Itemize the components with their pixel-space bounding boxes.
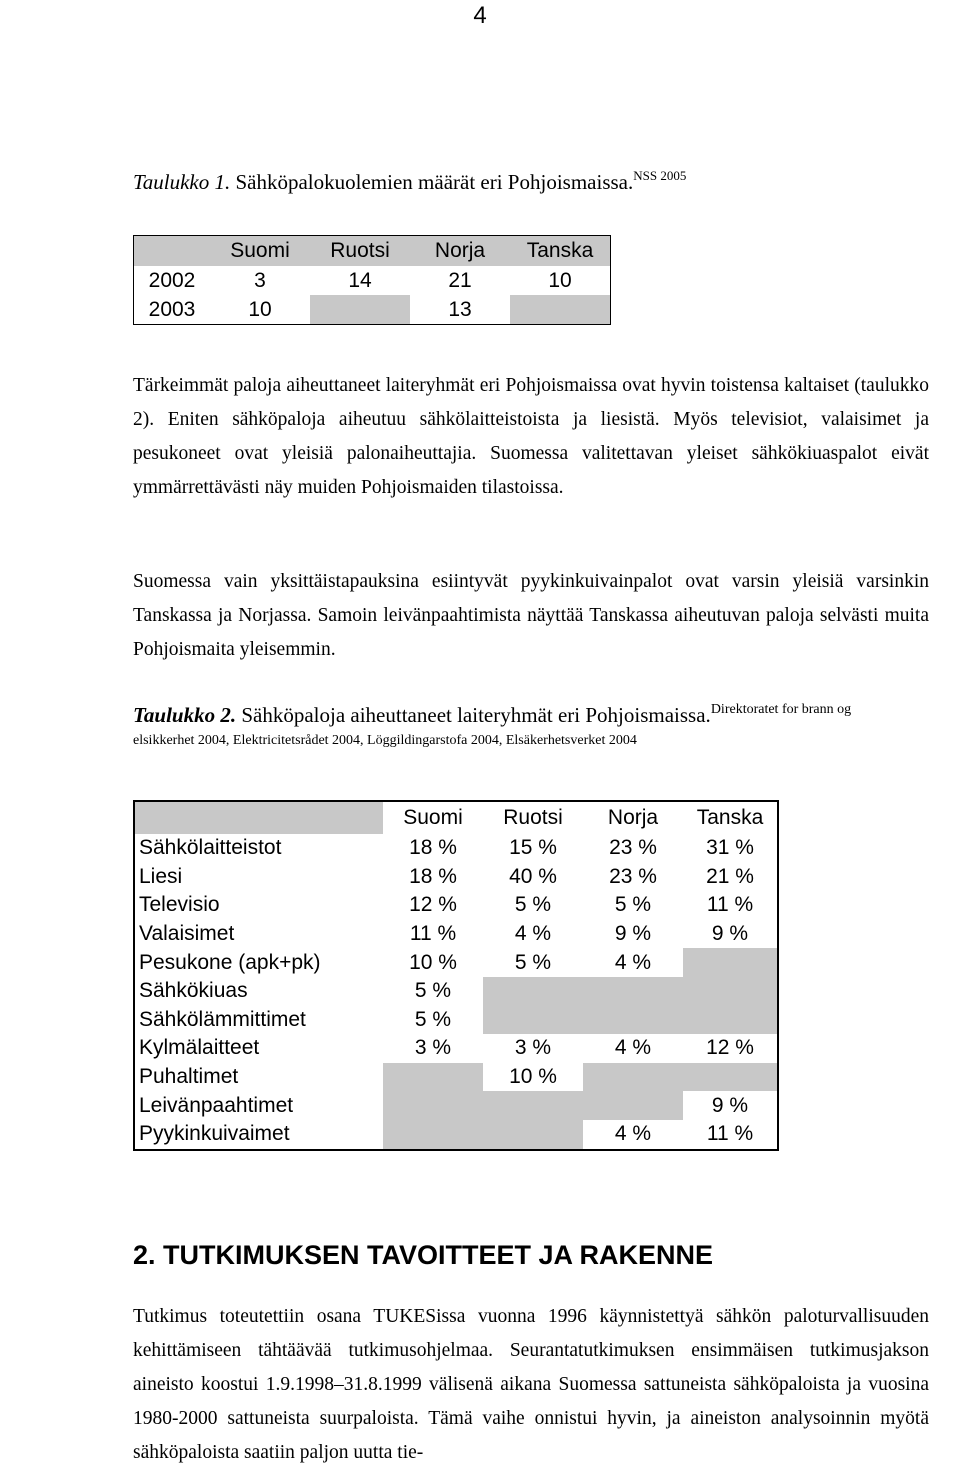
table2-cell-empty	[383, 1091, 483, 1120]
table2-cell-empty	[683, 977, 778, 1006]
table2-source-continued: elsikkerhet 2004, Elektricitetsrådet 2004, Löggildingarstofa 2004, Elsäkerhetsverket 2004	[133, 733, 637, 748]
table1-year: 2003	[148, 297, 196, 321]
table2-cell: 5 %	[414, 979, 452, 1003]
table1-source: NSS 2005	[633, 168, 687, 183]
table2-row-name: Televisio	[139, 893, 220, 917]
table2-cell-empty	[483, 1091, 583, 1120]
table2-row-name: Liesi	[139, 864, 183, 888]
table2-cell-empty	[383, 1063, 483, 1092]
table2-cell-empty	[483, 1120, 583, 1150]
table2-label: Taulukko 2.	[133, 703, 237, 727]
table2-row	[134, 948, 778, 977]
paragraph-3: Tutkimus toteutettiin osana TUKESissa vuonna 1996 käynnistettyä sähkön paloturvallisuuden kehittämiseen tähtäävää tutkimusohjelmaa. Seurantatutkimuksen ensimmäisen tutkimusjakson aineisto koostui 1.9.1998–31.8.1999 välisenä aikana Suomessa sattuneista sähköpaloista ja vuosina 1980-2000 sattuneista suurpaloista. Tämä vaihe onnistui hyvin, ja aineiston analysoinnin myötä sähköpaloista saatiin paljon uutta tie-	[133, 1306, 929, 1463]
table2-corner-cell	[134, 801, 383, 834]
table2-row	[134, 1034, 778, 1063]
table1-corner-cell	[134, 236, 211, 267]
table2-cell: 4 %	[614, 1036, 652, 1060]
table2-row-name: Sähkölämmittimet	[139, 1007, 306, 1031]
table2-cell: 5 %	[514, 893, 552, 917]
table2-cell: 9 %	[711, 922, 749, 946]
table2-cell-empty	[583, 1006, 683, 1035]
table2-cell: 5 %	[614, 893, 652, 917]
table2-cell: 15 %	[509, 836, 557, 860]
table2-row-name: Valaisimet	[139, 922, 235, 946]
table2-header: Norja	[607, 806, 659, 829]
table1-header: Tanska	[510, 236, 611, 267]
table1-caption	[133, 168, 686, 195]
table2-cell: 10 %	[409, 950, 457, 974]
table2-row-name: Kylmälaitteet	[139, 1036, 260, 1060]
table1-cell: 3	[254, 268, 266, 292]
table2-row-name: Sähkökiuas	[139, 979, 248, 1003]
table1-cell: 10	[248, 297, 272, 321]
table2-header: Suomi	[403, 806, 463, 829]
table2-row	[134, 1120, 778, 1150]
table2-cell: 31 %	[706, 836, 754, 860]
table2-cell: 4 %	[514, 922, 552, 946]
table2-cell: 3 %	[414, 1036, 452, 1060]
table2-cell: 12 %	[409, 893, 457, 917]
paragraph-1: Tärkeimmät paloja aiheuttaneet laiteryhmät eri Pohjoismaissa ovat hyvin toistensa kaltaiset (taulukko 2). Eniten sähköpaloja aiheutuu sähkölaitteistoista ja liesistä. Myös televisiot, valaisimet ja pesukoneet ovat yleisiä palonaiheuttajia. Suomessa valitettavan yleiset sähkökiuaspalot eivät ymmärrettävästi näy muiden Pohjoismaiden tilastoissa.	[133, 375, 929, 498]
page-number: 4	[473, 2, 487, 29]
section-heading: 2. TUTKIMUKSEN TAVOITTEET JA RAKENNE	[133, 1240, 714, 1270]
table1-cell: 14	[348, 268, 372, 292]
table1-row	[134, 266, 611, 295]
table2-row	[134, 1006, 778, 1035]
table2-cell: 9 %	[711, 1093, 749, 1117]
table2-cell: 4 %	[614, 1122, 652, 1146]
table1-header: Suomi	[210, 236, 310, 267]
table2-caption	[133, 702, 851, 728]
table2-cell-empty	[583, 1063, 683, 1092]
table2-cell: 23 %	[609, 864, 657, 888]
table2-row-name: Puhaltimet	[139, 1065, 239, 1089]
table2-row-name: Pyykinkuivaimet	[139, 1122, 290, 1146]
table2-cell: 3 %	[514, 1036, 552, 1060]
table2-row	[134, 891, 778, 920]
table2-cell-empty	[483, 1006, 583, 1035]
table2-cell-empty	[683, 1063, 778, 1092]
table1-cell: 21	[448, 268, 472, 292]
table1-cell: 13	[448, 297, 472, 321]
table2	[133, 800, 779, 1151]
table2-cell-empty	[483, 977, 583, 1006]
table1-title: Sähköpalokuolemien määrät eri Pohjoismaissa.	[230, 170, 634, 194]
table2-cell: 12 %	[706, 1036, 754, 1060]
table1-cell-empty	[310, 295, 410, 325]
table2-cell-empty	[683, 948, 778, 977]
table1-label: Taulukko 1.	[133, 170, 231, 194]
table2-row-name: Pesukone (apk+pk)	[139, 950, 321, 974]
table2-row-name: Leivänpaahtimet	[139, 1093, 294, 1117]
table2-cell: 11 %	[706, 1122, 754, 1146]
table2-row	[134, 920, 778, 949]
table2-header: Tanska	[696, 806, 764, 829]
table1-year: 2002	[148, 268, 196, 292]
paragraph-2: Suomessa vain yksittäistapauksina esiintyvät pyykinkuivainpalot ovat varsin yleisiä varsinkin Tanskassa ja Norjassa. Samoin leivänpaahtimista näyttää Tanskassa aiheutuvan paloja selvästi muita Pohjoismaita yleisemmin.	[133, 571, 929, 660]
table1	[133, 235, 611, 325]
table2-cell: 18 %	[409, 864, 457, 888]
table2-cell-empty	[683, 1006, 778, 1035]
table2-title: Sähköpaloja aiheuttaneet laiteryhmät eri Pohjoismaissa.	[236, 703, 711, 727]
table2-cell-empty	[583, 977, 683, 1006]
table2-cell: 11 %	[409, 922, 457, 946]
table2-row-name: Sähkölaitteistot	[139, 836, 282, 860]
table2-cell: 9 %	[614, 922, 652, 946]
table2-row	[134, 1091, 778, 1120]
table1-cell-empty	[510, 295, 611, 325]
table2-header: Ruotsi	[503, 806, 563, 829]
table2-cell: 5 %	[414, 1007, 452, 1031]
table2-header-row	[134, 801, 778, 834]
table1-cell: 10	[548, 268, 572, 292]
table2-cell: 21 %	[706, 864, 754, 888]
table2-row	[134, 1063, 778, 1092]
table2-cell: 5 %	[514, 950, 552, 974]
table2-cell: 10 %	[509, 1065, 557, 1089]
table2-cell: 40 %	[509, 864, 557, 888]
table2-cell-empty	[383, 1120, 483, 1150]
table2-row	[134, 863, 778, 892]
table2-row	[134, 977, 778, 1006]
table1-header: Ruotsi	[310, 236, 410, 267]
table2-cell: 11 %	[706, 893, 754, 917]
table2-cell: 4 %	[614, 950, 652, 974]
table2-cell-empty	[583, 1091, 683, 1120]
table2-source: Direktoratet for brann og	[710, 702, 852, 717]
table1-header-row	[134, 236, 611, 267]
table2-cell: 23 %	[609, 836, 657, 860]
table2-row	[134, 834, 778, 863]
table1-header: Norja	[410, 236, 510, 267]
table2-cell: 18 %	[409, 836, 457, 860]
table1-row	[134, 295, 611, 325]
